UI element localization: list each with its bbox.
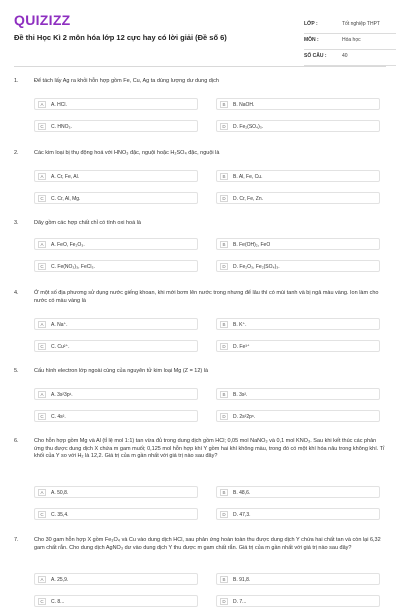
option-letter-box: D [220, 413, 228, 420]
option-c[interactable] [34, 192, 198, 204]
question-number: 5. [14, 368, 19, 374]
option-letter-box: B [220, 321, 228, 328]
option-letter-box: A [38, 173, 46, 180]
option-text: D. 47,3. [233, 511, 251, 518]
option-letter-box: C [38, 123, 46, 130]
option-letter-box: B [220, 101, 228, 108]
worksheet-title: Đề thi Học Kì 2 môn hóa lớp 12 cực hay có lời giải (Đề số 6) [14, 33, 227, 42]
option-text: D. 2s²2p⁶. [233, 413, 256, 420]
question-3 [14, 220, 386, 280]
meta-value: 40 [342, 53, 348, 59]
option-text: D. Fe₂O₃, Fe₂(SO₄)₃. [233, 263, 280, 270]
option-text: A. Na⁺. [51, 321, 68, 328]
option-letter-box: D [220, 263, 228, 270]
option-b[interactable] [216, 388, 380, 400]
header-divider [14, 66, 386, 67]
option-b[interactable] [216, 238, 380, 250]
question-number: 4. [14, 290, 19, 296]
option-text: C. Cu²⁺. [51, 343, 70, 350]
option-letter-box: A [38, 489, 46, 496]
option-a[interactable] [34, 98, 198, 110]
option-b[interactable] [216, 573, 380, 585]
question-text: Cho hỗn hợp gồm Mg và Al (tỉ lệ mol 1:1) tan vừa đủ trong dung dịch gồm HCl; 0,05 mol NaNO₃ và 0,1 mol KNO₃. Sau khi kết thúc các phản ứng thu được dung dịch X chứa m gam muối; 0,125 mol hỗn hợp khí Y gồm hai khí không màu, trong đó có một khí hóa nâu trong không khí. Tỉ khối của Y so với H₂ là 12,2. Giá trị của m gần nhất với giá trị nào sau đây? [34, 438, 385, 460]
option-text: A. HCl. [51, 101, 67, 108]
option-text: A. 3s²3p¹. [51, 391, 73, 398]
meta-label: LỚP : [304, 21, 318, 27]
option-letter-box: A [38, 241, 46, 248]
option-text: B. Fe(OH)₂, FeO [233, 241, 271, 248]
option-letter-box: B [220, 391, 228, 398]
question-text: Dãy gồm các hợp chất chỉ có tính oxi hoá là [34, 220, 141, 226]
option-letter-box: D [220, 123, 228, 130]
option-text: A. FeO, Fe₂O₃. [51, 241, 85, 248]
option-text: D. Fe₂(SO₄)₃. [233, 123, 264, 130]
option-b[interactable] [216, 318, 380, 330]
option-letter-box: A [38, 391, 46, 398]
option-text: C. Cr, Al, Mg. [51, 195, 81, 202]
option-b[interactable] [216, 98, 380, 110]
option-letter-box: A [38, 321, 46, 328]
question-text: Để tách lấy Ag ra khỏi hỗn hợp gồm Fe, Cu, Ag ta dùng lượng dư dung dịch [34, 78, 219, 84]
option-letter-box: D [220, 598, 228, 605]
option-d[interactable] [216, 340, 380, 352]
option-text: B. 91,8. [233, 576, 251, 583]
option-letter-box: D [220, 195, 228, 202]
question-6 [14, 438, 386, 526]
option-text: D. Fe³⁺ [233, 343, 250, 350]
option-b[interactable] [216, 486, 380, 498]
question-text: Các kim loại bị thụ động hoá với HNO₃ đặc, nguội hoặc H₂SO₄ đặc, nguội là [34, 150, 220, 156]
meta-row-count [304, 50, 396, 66]
option-letter-box: D [220, 343, 228, 350]
option-text: B. NaOH. [233, 101, 255, 108]
option-a[interactable] [34, 486, 198, 498]
option-text: A. 50,8. [51, 489, 69, 496]
question-number: 6. [14, 438, 19, 444]
option-letter-box: B [220, 173, 228, 180]
meta-table [304, 18, 396, 66]
option-text: A. 25,9. [51, 576, 69, 583]
option-text: A. Cr, Fe, Al. [51, 173, 80, 180]
meta-label: MÔN : [304, 37, 319, 43]
option-d[interactable] [216, 410, 380, 422]
option-d[interactable] [216, 508, 380, 520]
question-5 [14, 368, 386, 428]
question-number: 3. [14, 220, 19, 226]
option-text: C. 35,4. [51, 511, 69, 518]
option-text: C. 8... [51, 598, 65, 605]
meta-label: SỐ CÂU : [304, 53, 327, 59]
meta-row-class [304, 18, 396, 34]
meta-value: Hóa học [342, 37, 361, 43]
option-c[interactable] [34, 340, 198, 352]
option-c[interactable] [34, 120, 198, 132]
option-text: B. 48,6. [233, 489, 251, 496]
option-letter-box: C [38, 263, 46, 270]
option-text: B. Al, Fe, Cu. [233, 173, 263, 180]
option-letter-box: C [38, 511, 46, 518]
option-letter-box: C [38, 343, 46, 350]
option-letter-box: B [220, 576, 228, 583]
option-b[interactable] [216, 170, 380, 182]
quizizz-logo: QUIZIZZ [14, 12, 71, 28]
option-c[interactable] [34, 595, 198, 607]
option-a[interactable] [34, 573, 198, 585]
option-letter-box: C [38, 195, 46, 202]
question-number: 7. [14, 537, 19, 543]
option-a[interactable] [34, 170, 198, 182]
option-letter-box: C [38, 413, 46, 420]
option-c[interactable] [34, 260, 198, 272]
meta-value: Tốt nghiệp THPT [342, 21, 380, 27]
option-letter-box: D [220, 511, 228, 518]
option-letter-box: A [38, 576, 46, 583]
question-number: 1. [14, 78, 19, 84]
option-c[interactable] [34, 508, 198, 520]
question-7 [14, 537, 386, 605]
option-letter-box: A [38, 101, 46, 108]
option-text: D. Cr, Fe, Zn. [233, 195, 264, 202]
option-d[interactable] [216, 120, 380, 132]
question-2 [14, 150, 386, 210]
worksheet-header [14, 12, 386, 60]
option-d[interactable] [216, 192, 380, 204]
question-1 [14, 78, 386, 138]
option-c[interactable] [34, 410, 198, 422]
option-a[interactable] [34, 238, 198, 250]
option-letter-box: B [220, 489, 228, 496]
option-a[interactable] [34, 388, 198, 400]
option-d[interactable] [216, 260, 380, 272]
meta-row-subject [304, 34, 396, 50]
option-text: C. 4s². [51, 413, 66, 420]
question-text: Cho 30 gam hỗn hợp X gồm Fe₃O₄ và Cu vào dung dịch HCl, sau phản ứng hoàn toàn thu được dung dịch Y chứa hai chất tan và còn lại 6,32 gam chất rắn. Cho dung dịch AgNO₃ dư vào dung dịch Y thu được m gam chất rắn. Giá trị của m gần nhất với giá trị nào sau đây? [34, 537, 381, 551]
option-text: C. HNO₃. [51, 123, 72, 130]
option-d[interactable] [216, 595, 380, 607]
question-text: Ở một số địa phương sử dụng nước giếng khoan, khi mới bơm lên nước trong nhưng để lâu thì có mùi tanh và bị ngả màu vàng. Ion làm cho nước có màu vàng là [34, 290, 379, 304]
option-letter-box: C [38, 598, 46, 605]
question-number: 2. [14, 150, 19, 156]
question-text: Cấu hình electron lớp ngoài cùng của nguyên tử kim loại Mg (Z = 12) là [34, 368, 209, 374]
option-text: B. K⁺. [233, 321, 247, 328]
option-text: B. 3s². [233, 391, 248, 398]
question-4 [14, 290, 386, 356]
option-a[interactable] [34, 318, 198, 330]
option-letter-box: B [220, 241, 228, 248]
option-text: C. Fe(NO₃)₃, FeCl₃. [51, 263, 95, 270]
option-text: D. 7... [233, 598, 247, 605]
